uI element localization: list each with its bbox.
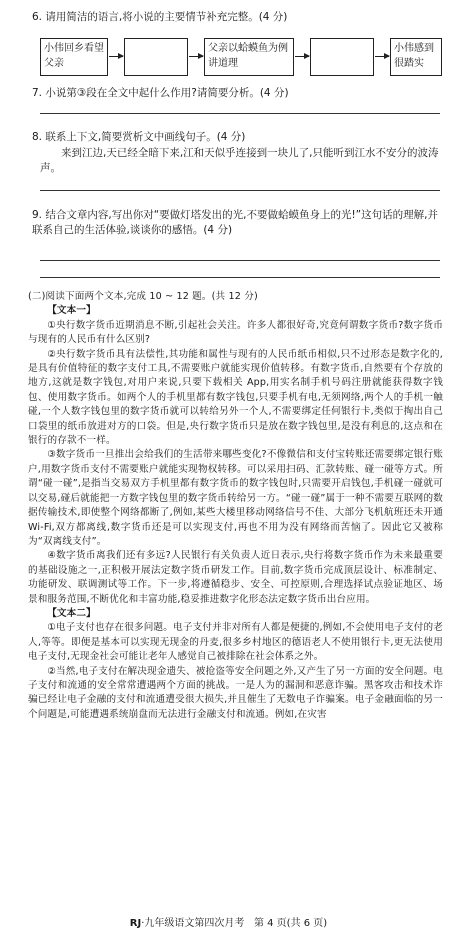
arrow-right-icon — [189, 56, 203, 57]
question-9: 9. 结合文章内容,写出你对“要做灯塔发出的光,不要做蛤蟆鱼身上的光!”这句话的理解,并联系自己的生活体验,谈谈你的感悟。(4 分) — [32, 209, 438, 236]
plot-box-1: 小伟回乡看望父亲 — [40, 38, 108, 76]
question-6: 6. 请用简洁的语言,将小说的主要情节补充完整。(4 分) — [32, 11, 288, 23]
section-intro: (二)阅读下面两个文本,完成 10 ~ 12 题。(共 12 分) — [28, 291, 258, 302]
answer-line — [40, 260, 440, 261]
plot-box-2-blank — [124, 38, 188, 76]
answer-line — [40, 277, 440, 278]
arrow-right-icon — [375, 56, 389, 57]
text1-title: 【文本一】 — [47, 305, 96, 317]
plot-box-5: 小伟感到很踏实 — [390, 38, 442, 76]
arrow-right-icon — [295, 56, 309, 57]
text2-para: ②当然,电子支付在解决现金遗失、被抢盗等安全问题之外,又产生了另一方面的安全问题。电子支付和流通的安全常常遭遇两个方面的挑战。一是人为的漏洞和恶意诈骗。黑客攻击和技术诈骗已经让电子金融的支付和流通遭受很大损失,并且催生了无数电子诈骗案。电子金融面临的另一个问题是,可能遭遇系统崩盘而无法进行金融支付和流通。例如,在灾害 — [28, 665, 443, 720]
text1-para: ②央行数字货币具有法偿性,其功能和属性与现有的人民币纸币相似,只不过形态是数字化的,是具有价值特征的数字支付工具,不需要账户就能实现价值转移。有数字货币,自然要有个存放的地方,这就是数字钱包,对用户来说,只要下载相关 App,用实名制手机号码注册就能获得数字钱包、使用数字货币。如两个人的手机里都有数字钱包,只要手机有电,无须网络,两个人的手机一触碰,一个人数字钱包里的数字货币就可以转给另外一个人,不需要绑定任何银行卡,类似于掏出自己口袋里的纸币放进对方的口袋。但是,央行数字货币只是放在数字钱包里,是没有利息的,这点和在银行的存款不一样。 — [28, 348, 443, 447]
reading-section — [28, 290, 443, 722]
series-code: RJ — [129, 918, 142, 929]
page-footer — [0, 914, 457, 929]
text1-para: ①央行数字货币近期消息不断,引起社会关注。许多人都很好奇,究竟何谓数字货币?数字货币与现有的人民币有什么区别? — [28, 319, 443, 346]
text2-para: ①电子支付也存在很多问题。电子支付并非对所有人都是便捷的,例如,不会使用电子支付的老人,等等。即便是基本可以实现无现金的丹麦,很多乡村地区的德语老人不使用银行卡,更无法使用电子支付,无现金社会可能让老年人感觉自己被排除在社会体系之外。 — [28, 622, 443, 663]
answer-line — [40, 113, 440, 114]
arrow-right-icon — [109, 56, 123, 57]
answer-line — [40, 190, 440, 191]
question-7: 7. 小说第③段在全文中起什么作用?请简要分析。(4 分) — [32, 87, 289, 99]
text1-para: ③数字货币一旦推出会给我们的生活带来哪些变化?不像微信和支付宝转账还需要绑定银行账户,用数字货币支付不需要账户就能实现物权转移。可以采用扫码、汇款转账、碰一碰等方式。所谓“碰一碰”,是指当交易双方手机里都有数字货币的数字钱包时,只需要开启钱包,手机碰一碰就可以交易,碰后就能把一方数字钱包里的数字货币转给另一方。“碰一碰”属于一种不需要互联网的数据传输技术,即使整个网络都断了,例如,某些大楼里移动网络信号不佳、大部分飞机航班还未开通 Wi-Fi,双方都离线,数字货币还是可以实现支付,再也不用为没有网络而苦恼了。因此它又被称为“双离线支付”。 — [28, 449, 443, 547]
question-8: 8. 联系上下文,简要赏析文中画线句子。(4 分) — [32, 131, 246, 143]
exam-title: ·九年级语文第四次月考 — [141, 918, 245, 929]
plot-flowchart — [40, 38, 440, 78]
underlined-quote: 来到江边,天已经全暗下来,江和天似乎连接到一块儿了,只能听到江水不安分的波涛声。 — [40, 147, 439, 174]
text2-title: 【文本二】 — [47, 607, 96, 619]
plot-box-4-blank — [310, 38, 374, 76]
text1-para: ④数字货币离我们还有多远?人民银行有关负责人近日表示,央行将数字货币作为未来最重要的基础设施之一,正积极开展法定数字货币研发工作。目前,数字货币完成顶层设计、标准制定、功能研发、联调测试等工作。下一步,将遵循稳步、安全、可控原则,合理选择试点验证地区、场景和服务范围,不断优化和丰富功能,稳妥推进数字化形态法定数字货币出台应用。 — [28, 550, 443, 605]
plot-box-3: 父亲以蛤蟆鱼为例讲道理 — [204, 38, 294, 76]
page-number: 第 4 页(共 6 页) — [253, 918, 328, 929]
